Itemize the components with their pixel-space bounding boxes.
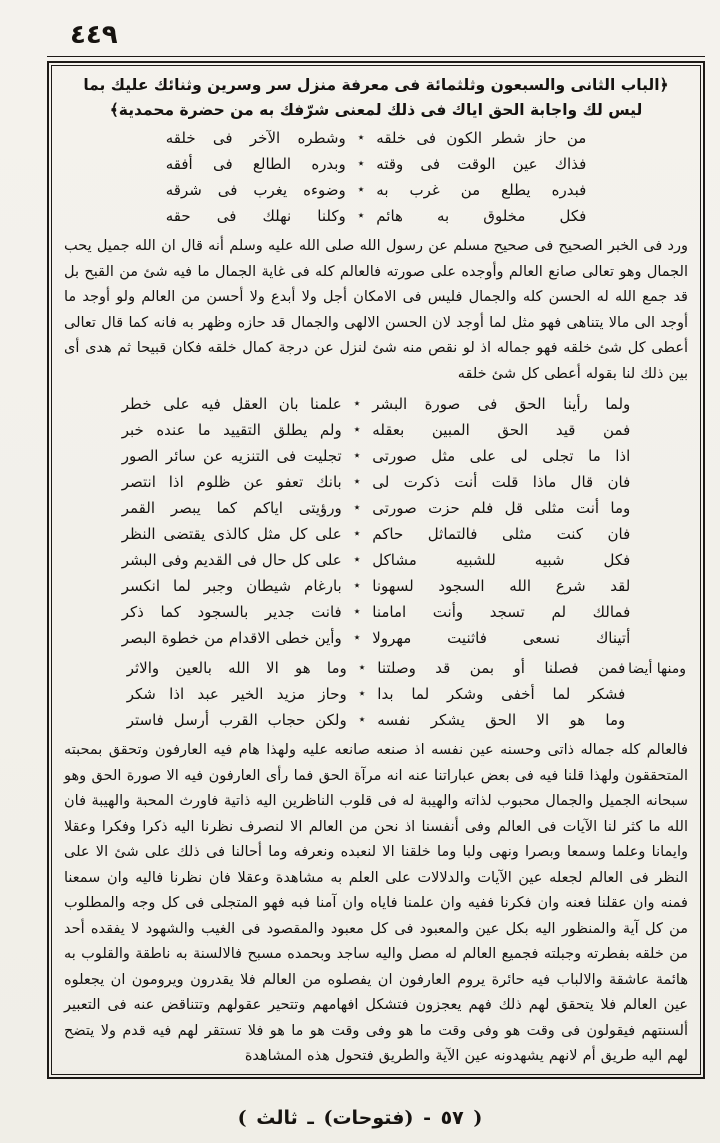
verse-separator-icon: ٭ xyxy=(358,686,366,700)
page-frame xyxy=(47,61,705,1079)
prose-paragraph-1: ورد فى الخبر الصحيح فى صحيح مسلم عن رسول الله صلى الله عليه وسلم أنه قال ان الله جميل يحب الجمال وهو تعالى صانع العالم وأوجده على صورته فالعالم كله فى غاية الجمال ما فيه شئ من القبح بل قد جمع الله له الحسن كله والجمال فليس فى الامكان أجل ولا أبدع ولا أحسن من العالم ولو أوجد ما أوجد الى مالا يتناهى فهو مثل لما أوجد لان الحسن الالهى والجمال قد حازه وظهر به فانه كما قال تعالى أعطى كل شئ خلقه فهو جماله اذ لو نقص منه شئ لنزل عن درجة كمال خلقه فكان قبيحا ثم هدى أى بين ذلك لنا بقوله أعطى كل شئ خلقه xyxy=(64,238,688,382)
verse-separator-icon: ٭ xyxy=(353,448,361,462)
verse-separator-icon: ٭ xyxy=(357,130,365,144)
hemistich-right: فمالك لم تسجد وأنت امامنا xyxy=(372,603,631,621)
poem-line xyxy=(64,522,688,548)
hemistich-left: وأين خطى الاقدام من خطوة البصر xyxy=(121,629,342,647)
verse-separator-icon: ٭ xyxy=(353,500,361,514)
prose-paragraph-2: فالعالم كله جماله ذاتى وحسنه عين نفسه اذ صنعه صانعه عليه ولهذا هام فيه العارفون وتحقق بمحبته المتحققون ولهذا قلنا فيه فى بعض عباراتنا عنه انه مرآة الحق فما رأى العارفون فيه الا صورة الحق وهو سبحانه الجميل والجمال محبوب لذاته والهيبة له فى قلوب الناظرين اليه ذاتية فاورث المحبة والهيبة فان الله ما كثر لنا الآيات فى العالم وفى أنفسنا اذ نحن من العالم الا لنصرف نظرنا اليه ذكرا وفكرا وعقلا وايمانا وعلما وسمعا وبصرا ونهى ولبا وما خلقنا الا لنعبده ونعرفه وما أحالنا فى ذلك على شئ الا على النظر فى العالم لجعله عين الآيات والدلالات على العلم به مشاهدة وعقلا فان نظرنا فاليه وان سمعنا فمنه وان عقلنا فعنه وان فكرنا ففيه وان علمنا فاياه وان آمنا فبه فهو المتجلى فى كل وجه والمطلوب من كل آية والمنظور اليه بكل عين والمعبود فى كل معبود والمقصود فى الغيب والشهود لا يفقده أحد من خلقه بفطرته وجبلته فجميع العالم له مصل واليه ساجد وبحمده مسبح فالالسنة به ناطقة والقلوب به هائمة عاشقة والالباب فيه حائرة يروم العارفون ان يفصلوه من العالم فلا يقدرون ويرومون ان يجعلوه عين العالم فلا يتحقق لهم ذلك فهم يعجزون فتشكل افهامهم وتتحير عقولهم وتتناقض عنه فى التعبير ألسنتهم فيقولون فى وقت هو وفى وقت ما هو وفى وقت هو ما هو فلا تستقر لهم فيه قدم ولا يتضح لهم اليه طريق أم لانهم يشهدونه عين الآية والطريق فتحول هذه المشاهدة xyxy=(64,742,689,1064)
hemistich-left: بارغام شيطان وجبر لما انكسر xyxy=(121,577,342,595)
poem-line xyxy=(64,444,688,470)
hemistich-right: فكل شبيه للشبيه مشاكل xyxy=(372,551,631,569)
poem-line xyxy=(64,682,688,708)
verse-separator-icon: ٭ xyxy=(353,604,361,618)
poem-line xyxy=(64,548,688,574)
chapter-heading: ﴿الباب الثانى والسبعون وثلثمائة فى معرفة منزل سر وسرين وثنائك عليك بما ليس لك واجابة الحق اياك فى ذلك لمعنى شرّفك به من حضرة محمدية﴾ xyxy=(83,75,669,119)
verse-separator-icon: ٭ xyxy=(357,182,365,196)
verse-separator-icon: ٭ xyxy=(358,712,366,726)
poem-block-1 xyxy=(64,126,688,230)
hemistich-right: فمن قيد الحق المبين بعقله xyxy=(372,421,631,439)
hemistich-left: تجليت فى التنزيه عن سائر الصور xyxy=(121,447,342,465)
hemistich-right: فبدره يطلع من غرب به xyxy=(376,181,587,199)
hemistich-left: فانت جدير بالسجود كما ذكر xyxy=(121,603,342,621)
hemistich-right: لقد شرع الله السجود لسهونا xyxy=(372,577,631,595)
poem-line xyxy=(64,470,688,496)
verse-separator-icon: ٭ xyxy=(358,660,366,674)
hemistich-left: ورؤيتى اياكم كما يبصر القمر xyxy=(121,499,342,517)
poem-line xyxy=(64,496,688,522)
hemistich-right: فذاك عين الوقت فى وقته xyxy=(376,155,587,173)
hemistich-right: فشكر لما أخفى وشكر لما بدا xyxy=(377,685,626,703)
hemistich-left: وشطره الآخر فى خلقه xyxy=(165,129,346,147)
hemistich-right: اذا ما تجلى لى على مثل صورتى xyxy=(372,447,631,465)
verse-separator-icon: ٭ xyxy=(353,552,361,566)
page-number: ٤٤٩ xyxy=(70,20,118,50)
hemistich-left: وبدره الطالع فى أفقه xyxy=(165,155,346,173)
hemistich-left: علمنا بان العقل فيه على خطر xyxy=(121,395,342,413)
hemistich-right: وما أنت مثلى قل فلم حزت صورتى xyxy=(372,499,631,517)
poem-line xyxy=(64,600,688,626)
poem-line xyxy=(64,204,688,230)
poem-line xyxy=(64,708,688,734)
poem-block-3-wrapper xyxy=(64,656,688,734)
hemistich-left: ولم يطلق التقييد ما عنده خبر xyxy=(121,421,342,439)
hemistich-right: فمن فصلنا أو بمن قد وصلتنا xyxy=(377,659,626,677)
hemistich-left: وكلنا نهلك فى حقه xyxy=(165,207,346,225)
poem-line xyxy=(64,418,688,444)
hemistich-left: بانك تعفو عن ظلوم اذا انتصر xyxy=(121,473,342,491)
hemistich-left: على كل مثل كالذى يقتضى النظر xyxy=(121,525,342,543)
verse-separator-icon: ٭ xyxy=(353,630,361,644)
verse-separator-icon: ٭ xyxy=(353,578,361,592)
footer-signature: ( ٥٧ - (فتوحات) ـ ثالث ) xyxy=(237,1107,483,1129)
poem-line xyxy=(64,626,688,652)
hemistich-right: أتيناك نسعى فاثنيت مهرولا xyxy=(372,629,631,647)
hemistich-left: ولكن حجاب القرب أرسل فاستر xyxy=(126,711,347,729)
hemistich-left: وما هو الا الله بالعين والاثر xyxy=(126,659,347,677)
hemistich-right: وما هو الا الحق يشكر نفسه xyxy=(377,711,626,729)
poem-line xyxy=(64,392,688,418)
hemistich-right: فان كنت مثلى فالتماثل حاكم xyxy=(372,525,631,543)
verse-separator-icon: ٭ xyxy=(353,526,361,540)
poem-line xyxy=(64,656,688,682)
verse-separator-icon: ٭ xyxy=(353,422,361,436)
hemistich-left: وحاز مزيد الخير عبد اذا شكر xyxy=(126,685,347,703)
verse-separator-icon: ٭ xyxy=(357,208,365,222)
poem-block-3 xyxy=(64,656,688,734)
poem-block-2 xyxy=(64,392,688,652)
poem-line xyxy=(64,126,688,152)
verse-separator-icon: ٭ xyxy=(357,156,365,170)
hemistich-right: ولما رأينا الحق فى صورة البشر xyxy=(372,395,631,413)
page-frame-inner xyxy=(51,65,701,1075)
poem-line xyxy=(64,152,688,178)
hemistich-right: فكل مخلوق به هائم xyxy=(376,207,587,225)
poem-line xyxy=(64,178,688,204)
hemistich-right: من حاز شطر الكون فى خلقه xyxy=(376,129,587,147)
hemistich-left: على كل حال فى القديم وفى البشر xyxy=(121,551,342,569)
verse-separator-icon: ٭ xyxy=(353,396,361,410)
verse-separator-icon: ٭ xyxy=(353,474,361,488)
poem-line xyxy=(64,574,688,600)
top-rule xyxy=(47,56,705,57)
margin-note: ومنها أيضا xyxy=(628,661,686,677)
hemistich-left: وضوءه يغرب فى شرقه xyxy=(165,181,346,199)
hemistich-right: فان قال ماذا قلت أنت ذكرت لى xyxy=(372,473,631,491)
